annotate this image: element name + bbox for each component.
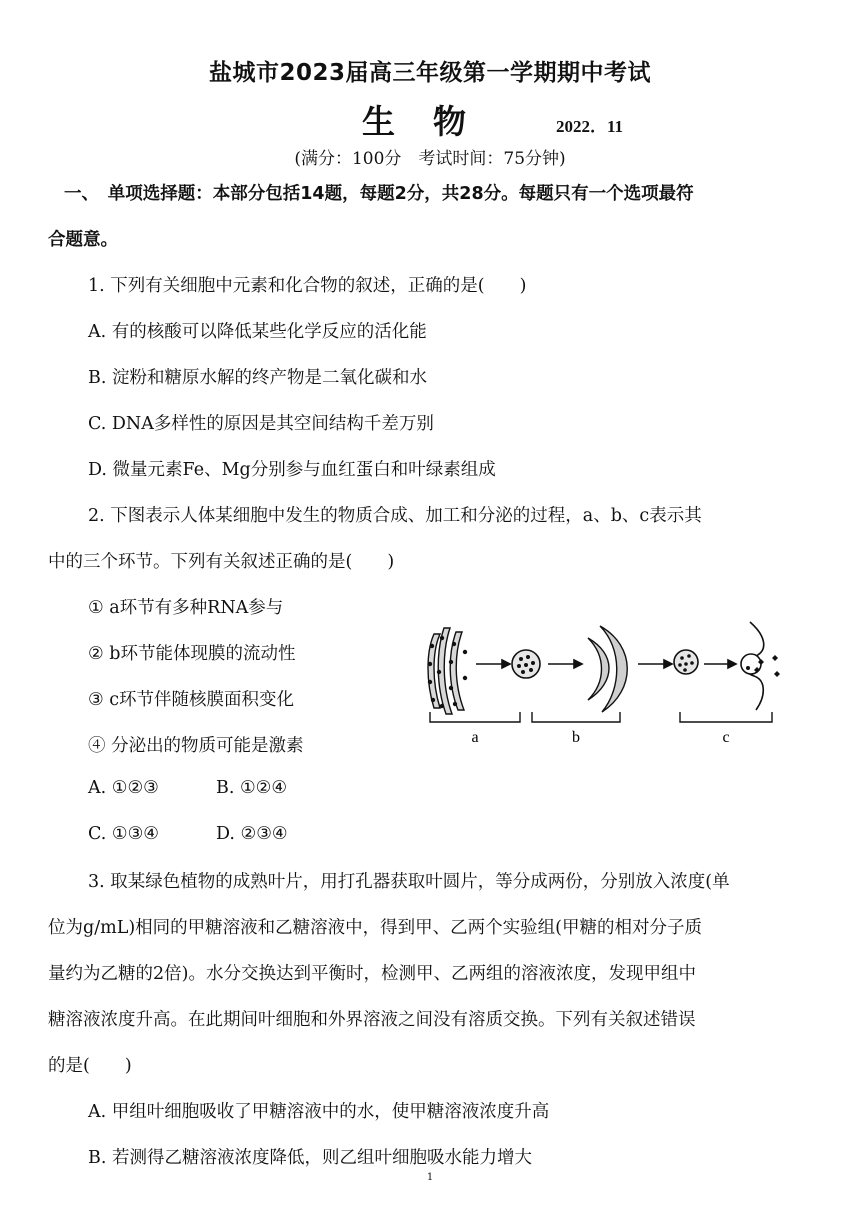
exam-date: 2022．11 <box>556 117 624 136</box>
q2-statement-1: ① a环节有多种RNA参与 <box>88 598 284 618</box>
q2-option-b: B. ①②④ <box>216 778 288 798</box>
cell-membrane-exocytosis-icon <box>741 622 764 710</box>
q3-stem-line-2: 位为g/mL)相同的甲糖溶液和乙糖溶液中，得到甲、乙两个实验组(甲糖的相对分子质 <box>48 918 702 938</box>
arrow-icon <box>638 660 672 668</box>
q2-option-a: A. ①②③ <box>88 778 159 798</box>
vesicle-icon <box>674 650 698 674</box>
q2-statement-3: ③ c环节伴随核膜面积变化 <box>88 690 295 710</box>
q2-stem-cont: 中的三个环节。下列有关叙述正确的是( ) <box>48 552 395 572</box>
exam-title: 盐城市2023届高三年级第一学期期中考试 <box>208 60 651 86</box>
q2-statement-2: ② b环节能体现膜的流动性 <box>88 644 296 664</box>
vesicle-icon <box>512 650 540 678</box>
stage-label-a: a <box>471 729 479 746</box>
q2-stem: 2. 下图表示人体某细胞中发生的物质合成、加工和分泌的过程，a、b、c表示其 <box>88 506 702 526</box>
q3-stem-line-4: 糖溶液浓度升高。在此期间叶细胞和外界溶液之间没有溶质交换。下列有关叙述错误 <box>48 1010 696 1030</box>
q1-option-d: D. 微量元素Fe、Mg分别参与血红蛋白和叶绿素组成 <box>88 460 496 480</box>
q1-option-c: C. DNA多样性的原因是其空间结构千差万别 <box>88 414 434 434</box>
stage-brackets <box>430 712 772 722</box>
section-heading-cont: 合题意。 <box>48 230 118 250</box>
q1-option-a: A. 有的核酸可以降低某些化学反应的活化能 <box>88 322 427 342</box>
q3-stem-line-3: 量约为乙糖的2倍)。水分交换达到平衡时，检测甲、乙两组的溶液浓度，发现甲组中 <box>48 964 696 984</box>
arrow-icon <box>704 660 736 668</box>
q2-option-c: C. ①③④ <box>88 824 159 844</box>
q1-option-b: B. 淀粉和糖原水解的终产物是二氧化碳和水 <box>88 368 427 388</box>
q3-option-a: A. 甲组叶细胞吸收了甲糖溶液中的水，使甲糖溶液浓度升高 <box>88 1102 550 1122</box>
section-heading: 一、 单项选择题：本部分包括14题，每题2分，共28分。每题只有一个选项最符 <box>64 184 694 204</box>
q2-option-d: D. ②③④ <box>216 824 288 844</box>
exam-meta: (满分：100分 考试时间：75分钟) <box>294 149 566 169</box>
q3-stem-line-5: 的是( ) <box>48 1056 132 1076</box>
stage-label-c: c <box>722 729 730 746</box>
subject-title: 生物 <box>362 102 504 141</box>
q2-statement-4: ④ 分泌出的物质可能是激素 <box>88 736 304 756</box>
secretion-process-figure <box>420 612 780 752</box>
arrow-icon <box>476 660 510 668</box>
arrow-icon <box>548 660 582 668</box>
golgi-apparatus-icon <box>588 626 627 712</box>
stage-label-b: b <box>572 729 580 746</box>
q3-option-b: B. 若测得乙糖溶液浓度降低，则乙组叶细胞吸水能力增大 <box>88 1148 532 1168</box>
q1-stem: 1. 下列有关细胞中元素和化合物的叙述，正确的是( ) <box>88 276 527 296</box>
q3-stem-line-1: 3. 取某绿色植物的成熟叶片，用打孔器获取叶圆片，等分成两份，分别放入浓度(单 <box>88 872 730 892</box>
page-number: 1 <box>426 1172 434 1183</box>
